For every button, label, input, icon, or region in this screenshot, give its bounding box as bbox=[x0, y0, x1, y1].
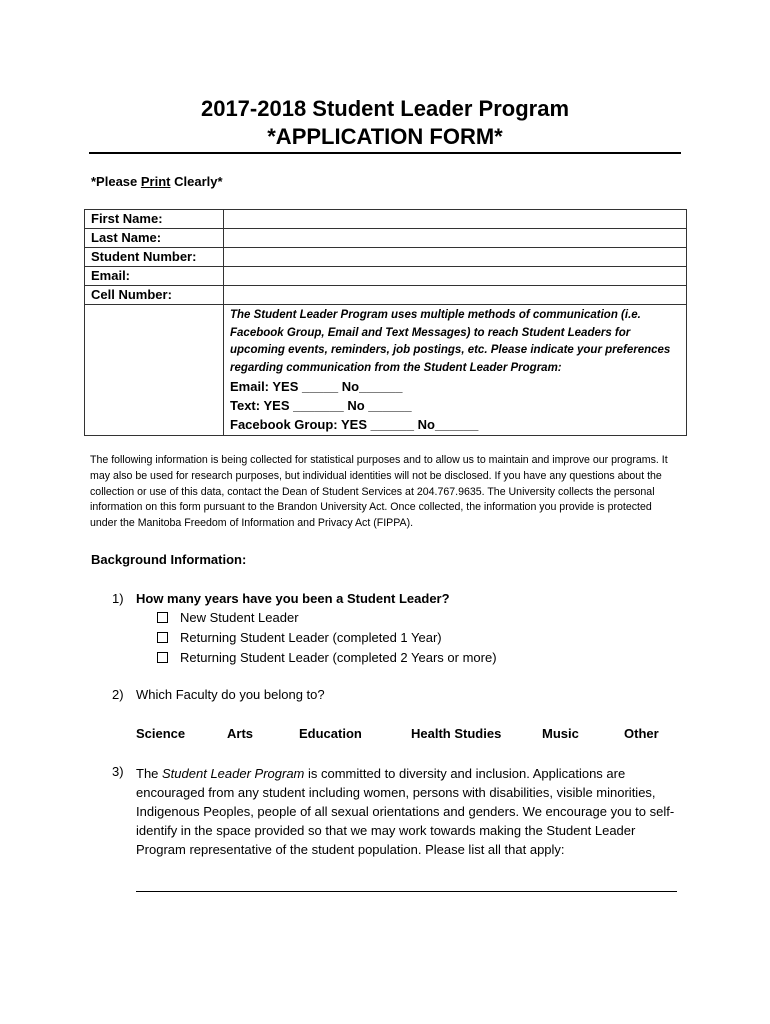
faculty-education[interactable]: Education bbox=[299, 726, 362, 741]
faculty-music[interactable]: Music bbox=[542, 726, 579, 741]
background-heading: Background Information: bbox=[91, 552, 247, 567]
faculty-other[interactable]: Other bbox=[624, 726, 659, 741]
communication-description: The Student Leader Program uses multiple methods of communication (i.e. Facebook Group, Email and Text Messages) to reach Student Leaders for upcoming events, reminders, job postings, etc. Please indicate your preferences regarding communication from the Student Leader Program: bbox=[230, 309, 671, 374]
faculty-health-studies[interactable]: Health Studies bbox=[411, 726, 502, 741]
question-1-text: How many years have you been a Student Leader? bbox=[136, 591, 450, 606]
communication-empty-cell bbox=[85, 305, 224, 436]
privacy-notice: The following information is being collected for statistical purposes and to allow us to maintain and improve our programs. It may also be used for research purposes, but individual identities will not be disclosed. If you have any questions about the collection or use of this data, contact the Dean of Student Services at 204.767.9635. The University collects the personal information on this form pursuant to the Brandon University Act. Once collected, the information you provide is protected under the Manitoba Freedom of Information and Privacy Act (FIPPA). bbox=[90, 454, 668, 530]
faculty-science[interactable]: Science bbox=[136, 726, 186, 741]
checkbox-icon[interactable] bbox=[157, 652, 168, 663]
email-field[interactable] bbox=[224, 267, 687, 286]
question-3-number: 3) bbox=[112, 764, 124, 779]
question-3-text: The Student Leader Program is committed to diversity and inclusion. Applications are encouraged from any student including women, persons with disabilities, visible minorities, Indigenous Peoples, people of all sexual orientations and genders. We encourage you to self-identify in the space provided so that we may work towards making the Student Leader Program representative of the student population. Please list all that apply: bbox=[136, 766, 675, 857]
option-returning-2-years[interactable]: Returning Student Leader (completed 2 Years or more) bbox=[157, 650, 497, 665]
question-2-number: 2) bbox=[112, 687, 124, 702]
title-divider bbox=[89, 152, 681, 154]
cell-number-field[interactable] bbox=[224, 286, 687, 305]
applicant-info-table bbox=[84, 209, 687, 436]
print-clearly-note: *Please Print Clearly* bbox=[91, 174, 223, 189]
question-2-text: Which Faculty do you belong to? bbox=[136, 687, 325, 702]
faculty-arts[interactable]: Arts bbox=[227, 726, 254, 741]
checkbox-icon[interactable] bbox=[157, 612, 168, 623]
student-number-row bbox=[85, 248, 687, 267]
last-name-field[interactable] bbox=[224, 229, 687, 248]
email-preference[interactable]: Email: YES _____ No______ bbox=[230, 379, 403, 394]
last-name-row bbox=[85, 229, 687, 248]
text-preference[interactable]: Text: YES _______ No ______ bbox=[230, 398, 412, 413]
last-name-label: Last Name: bbox=[85, 229, 224, 248]
email-row bbox=[85, 267, 687, 286]
option-new-student-leader[interactable]: New Student Leader bbox=[157, 610, 299, 625]
student-number-label: Student Number: bbox=[85, 248, 224, 267]
communication-preferences bbox=[224, 305, 687, 436]
checkbox-icon[interactable] bbox=[157, 632, 168, 643]
self-identify-answer-line[interactable] bbox=[136, 891, 677, 892]
form-title: 2017-2018 Student Leader Program bbox=[200, 96, 570, 121]
cell-number-label: Cell Number: bbox=[85, 286, 224, 305]
question-1-number: 1) bbox=[112, 591, 124, 606]
first-name-field[interactable] bbox=[224, 210, 687, 229]
student-number-field[interactable] bbox=[224, 248, 687, 267]
email-label: Email: bbox=[85, 267, 224, 286]
facebook-preference[interactable]: Facebook Group: YES ______ No______ bbox=[230, 417, 479, 432]
option-returning-1-year[interactable]: Returning Student Leader (completed 1 Year) bbox=[157, 630, 442, 645]
communication-row bbox=[85, 305, 687, 436]
form-subtitle: *APPLICATION FORM* bbox=[267, 124, 503, 149]
first-name-row bbox=[85, 210, 687, 229]
first-name-label: First Name: bbox=[85, 210, 224, 229]
cell-number-row bbox=[85, 286, 687, 305]
